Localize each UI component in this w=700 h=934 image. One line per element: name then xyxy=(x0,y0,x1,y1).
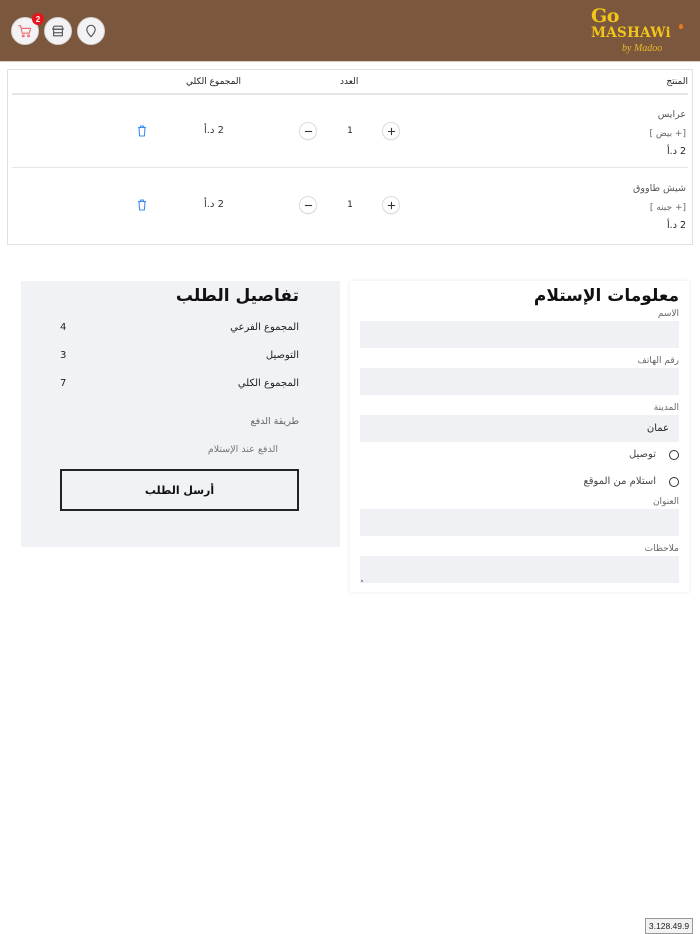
product-price: 2 د.أ xyxy=(667,220,686,231)
grand-total-label: المجموع الكلي xyxy=(237,378,299,389)
line-total: 2 د.أ xyxy=(204,125,224,136)
version-label: 3.128.49.9 xyxy=(645,918,693,934)
map-pin-icon xyxy=(84,24,98,38)
subtotal-value: 4 xyxy=(60,322,67,333)
submit-order-button[interactable]: أرسل الطلب xyxy=(60,469,299,511)
pickup-info-title: معلومات الإستلام xyxy=(533,286,679,306)
decrease-quantity-button[interactable] xyxy=(299,122,317,140)
delivery-option-delivery[interactable]: توصيل xyxy=(629,449,679,460)
radio-button[interactable] xyxy=(669,450,679,460)
column-header-product: المنتج xyxy=(666,77,688,87)
increase-quantity-button[interactable] xyxy=(382,122,400,140)
name-label: الاسم xyxy=(657,309,679,319)
product-name: شيش طاووق xyxy=(633,183,686,194)
minus-icon xyxy=(304,201,313,210)
city-select[interactable] xyxy=(360,415,679,442)
column-header-quantity: العدد xyxy=(340,77,359,87)
cart-button[interactable] xyxy=(11,14,41,45)
payment-method-label: طريقة الدفع xyxy=(250,416,299,427)
product-name: عرايس xyxy=(657,109,686,120)
product-option: [+ جبنه ] xyxy=(649,203,686,213)
cart-table xyxy=(7,69,693,245)
resize-handle[interactable] xyxy=(361,580,363,582)
notes-textarea[interactable] xyxy=(360,556,679,583)
app-header xyxy=(0,0,700,62)
payment-method-value: الدفع عند الإستلام xyxy=(207,444,278,455)
header-divider xyxy=(12,93,688,95)
delivery-fee-value: 3 xyxy=(60,350,67,361)
address-input[interactable] xyxy=(360,509,679,536)
plus-icon xyxy=(387,127,396,136)
notes-label: ملاحظات xyxy=(644,544,679,554)
quantity-value: 1 xyxy=(347,200,353,210)
product-option: [+ بيض ] xyxy=(649,129,686,139)
radio-button[interactable] xyxy=(669,477,679,487)
decrease-quantity-button[interactable] xyxy=(299,196,317,214)
line-total: 2 د.أ xyxy=(204,199,224,210)
subtotal-label: المجموع الفرعي xyxy=(230,322,299,333)
brand-logo[interactable]: Go MASHAWi by Madoo xyxy=(591,6,686,58)
pickup-info-form xyxy=(350,281,689,592)
store-button[interactable] xyxy=(44,17,72,45)
cart-icon xyxy=(18,24,32,38)
order-details-title: تفاصيل الطلب xyxy=(175,286,299,306)
name-input[interactable] xyxy=(360,321,679,348)
trash-icon[interactable] xyxy=(137,125,147,137)
delivery-fee-label: التوصيل xyxy=(265,350,299,361)
address-label: العنوان xyxy=(652,497,679,507)
location-button[interactable] xyxy=(77,17,105,45)
plus-icon xyxy=(387,201,396,210)
delivery-option-pickup[interactable]: استلام من الموقع xyxy=(583,476,679,487)
city-label: المدينة xyxy=(653,403,679,413)
row-divider xyxy=(12,167,688,168)
quantity-value: 1 xyxy=(347,126,353,136)
flame-icon xyxy=(679,24,683,29)
cart-count-badge: 2 xyxy=(32,13,44,25)
phone-input[interactable] xyxy=(360,368,679,395)
column-header-total: المجموع الكلي xyxy=(186,77,242,87)
order-details-panel xyxy=(21,281,340,547)
phone-label: رقم الهاتف xyxy=(637,356,679,366)
product-price: 2 د.أ xyxy=(667,146,686,157)
grand-total-value: 7 xyxy=(60,378,67,389)
trash-icon[interactable] xyxy=(137,199,147,211)
store-icon xyxy=(51,24,65,38)
minus-icon xyxy=(304,127,313,136)
city-value: عمان xyxy=(646,423,669,434)
increase-quantity-button[interactable] xyxy=(382,196,400,214)
